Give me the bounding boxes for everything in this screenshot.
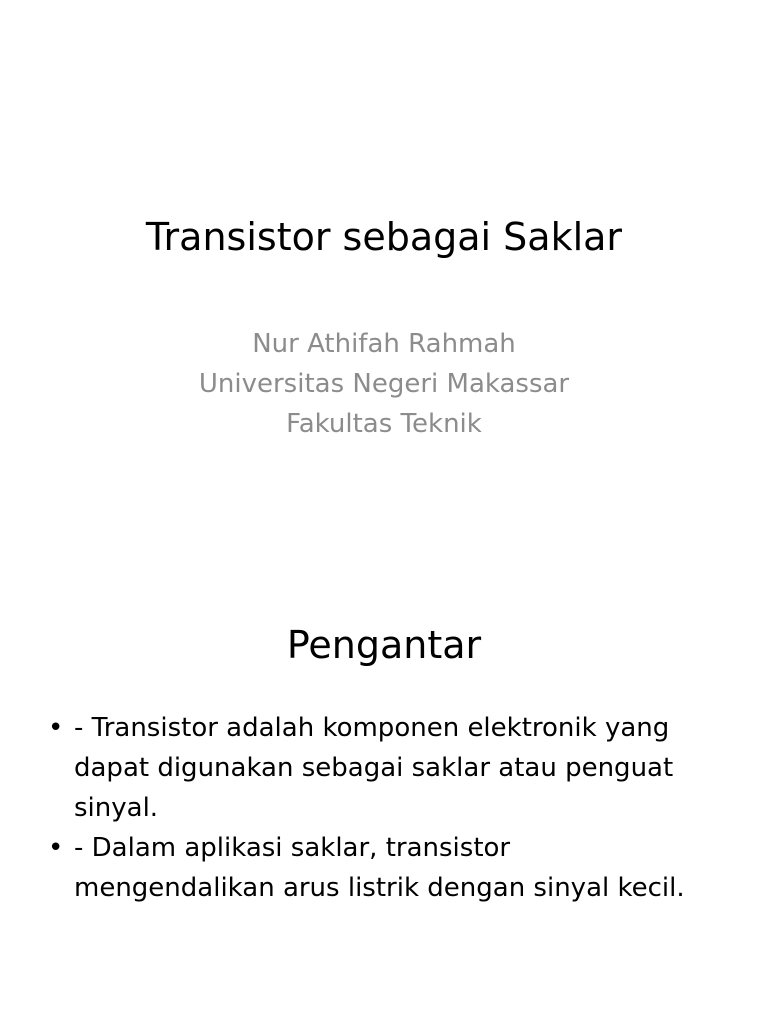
bullet-dot-icon: •	[48, 833, 64, 863]
slide-title: Transistor sebagai Saklar	[145, 215, 623, 259]
intro-slide	[0, 512, 768, 1024]
bullet-item	[48, 828, 738, 908]
slide-subtitle	[0, 324, 768, 444]
university-name: Universitas Negeri Makassar	[198, 369, 570, 399]
bullet-line: - Transistor adalah komponen elektronik yang	[74, 713, 670, 743]
bullet-item	[48, 708, 738, 828]
faculty-name: Fakultas Teknik	[286, 409, 482, 439]
bullet-list	[48, 708, 738, 908]
bullet-line: dapat digunakan sebagai saklar atau penguat	[74, 753, 674, 783]
bullet-line: mengendalikan arus listrik dengan sinyal kecil.	[74, 873, 685, 903]
bullet-dot-icon: •	[48, 713, 64, 743]
slide-title: Pengantar	[286, 623, 482, 667]
bullet-line: sinyal.	[74, 793, 159, 823]
bullet-line: - Dalam aplikasi saklar, transistor	[74, 833, 511, 863]
author-name: Nur Athifah Rahmah	[252, 329, 516, 359]
